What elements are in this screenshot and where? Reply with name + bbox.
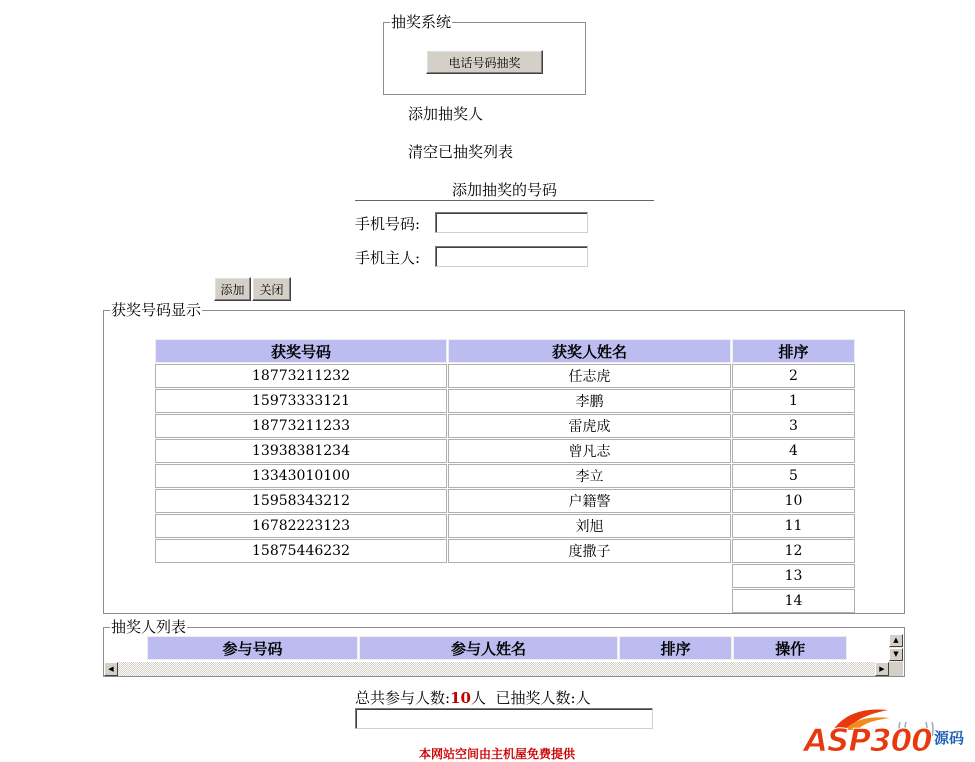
header-cell: 排序	[732, 339, 855, 363]
participants-header-row	[147, 636, 847, 660]
name-cell: 刘旭	[448, 514, 731, 538]
total-unit: 人	[470, 689, 486, 707]
header-cell: 获奖号码	[155, 339, 447, 363]
table-row	[155, 439, 855, 463]
header-cell: 参与人姓名	[359, 636, 618, 660]
name-cell: 曾凡志	[448, 439, 731, 463]
table-row	[155, 464, 855, 488]
draw-button[interactable]: 电话号码抽奖	[426, 50, 543, 74]
winners-table	[154, 338, 856, 614]
header-cell: 获奖人姓名	[448, 339, 731, 363]
add-participant-link[interactable]: 添加抽奖人	[408, 105, 484, 123]
name-cell: 雷虎成	[448, 414, 731, 438]
drawn-unit: 人	[575, 689, 591, 707]
table-row	[155, 514, 855, 538]
order-cell: 4	[732, 439, 855, 463]
name-cell: 度撒子	[448, 539, 731, 563]
lottery-legend: 抽奖系统	[391, 13, 452, 31]
order-cell: 12	[732, 539, 855, 563]
phone-cell: 18773211232	[155, 364, 447, 388]
winners-header-row	[155, 339, 855, 363]
clear-list-link[interactable]: 清空已抽奖列表	[408, 143, 514, 161]
name-cell: 李鹏	[448, 389, 731, 413]
phone-cell: 15875446232	[155, 539, 447, 563]
add-form-title: 添加抽奖的号码	[451, 181, 557, 199]
order-cell: 14	[732, 589, 855, 613]
total-label: 总共参与人数:	[355, 689, 451, 707]
owner-label: 手机主人:	[355, 249, 421, 267]
horizontal-scrollbar[interactable]	[104, 662, 889, 676]
name-cell: 户籍警	[448, 489, 731, 513]
order-cell: 10	[732, 489, 855, 513]
name-cell: 任志虎	[448, 364, 731, 388]
scroll-down-icon[interactable]: ▼	[889, 648, 903, 661]
table-row	[155, 389, 855, 413]
phone-input[interactable]	[435, 212, 588, 233]
header-cell: 参与号码	[147, 636, 358, 660]
header-cell: 操作	[733, 636, 847, 660]
phone-cell: 16782223123	[155, 514, 447, 538]
scroll-up-icon[interactable]: ▲	[889, 634, 903, 647]
winners-legend: 获奖号码显示	[111, 301, 202, 319]
phone-cell: 15973333121	[155, 389, 447, 413]
phone-cell: 13938381234	[155, 439, 447, 463]
owner-input[interactable]	[435, 246, 588, 267]
phone-cell: 18773211233	[155, 414, 447, 438]
order-cell: 3	[732, 414, 855, 438]
participants-table	[146, 635, 848, 661]
watermark-sub: 源码	[934, 729, 965, 747]
close-button[interactable]: 关闭	[252, 277, 291, 301]
table-row	[155, 564, 855, 588]
order-cell: 13	[732, 564, 855, 588]
table-row	[155, 364, 855, 388]
participants-legend: 抽奖人列表	[111, 618, 187, 636]
summary-line	[355, 688, 591, 708]
order-cell: 5	[732, 464, 855, 488]
table-row	[155, 414, 855, 438]
scroll-corner	[889, 662, 903, 676]
scroll-right-icon[interactable]: ▶	[875, 662, 889, 676]
participants-scroll-area[interactable]	[104, 634, 903, 676]
table-row	[155, 539, 855, 563]
phone-label: 手机号码:	[355, 215, 421, 233]
summary-display-input[interactable]	[355, 708, 653, 729]
total-count: 10	[450, 689, 471, 707]
order-cell: 11	[732, 514, 855, 538]
phone-cell: 13343010100	[155, 464, 447, 488]
order-cell: 2	[732, 364, 855, 388]
header-cell: 排序	[619, 636, 733, 660]
table-row	[155, 589, 855, 613]
name-cell: 李立	[448, 464, 731, 488]
phone-cell: 15958343212	[155, 489, 447, 513]
order-cell: 1	[732, 389, 855, 413]
asp300-logo	[800, 706, 972, 758]
watermark-text: ASP300	[804, 723, 932, 759]
drawn-label: 已抽奖人数:	[495, 689, 576, 707]
table-row	[155, 489, 855, 513]
scroll-left-icon[interactable]: ◀	[104, 662, 118, 676]
footer-text: 本网站空间由主机屋免费提供	[419, 747, 576, 761]
add-form-divider	[355, 200, 654, 201]
add-button[interactable]: 添加	[214, 277, 251, 301]
